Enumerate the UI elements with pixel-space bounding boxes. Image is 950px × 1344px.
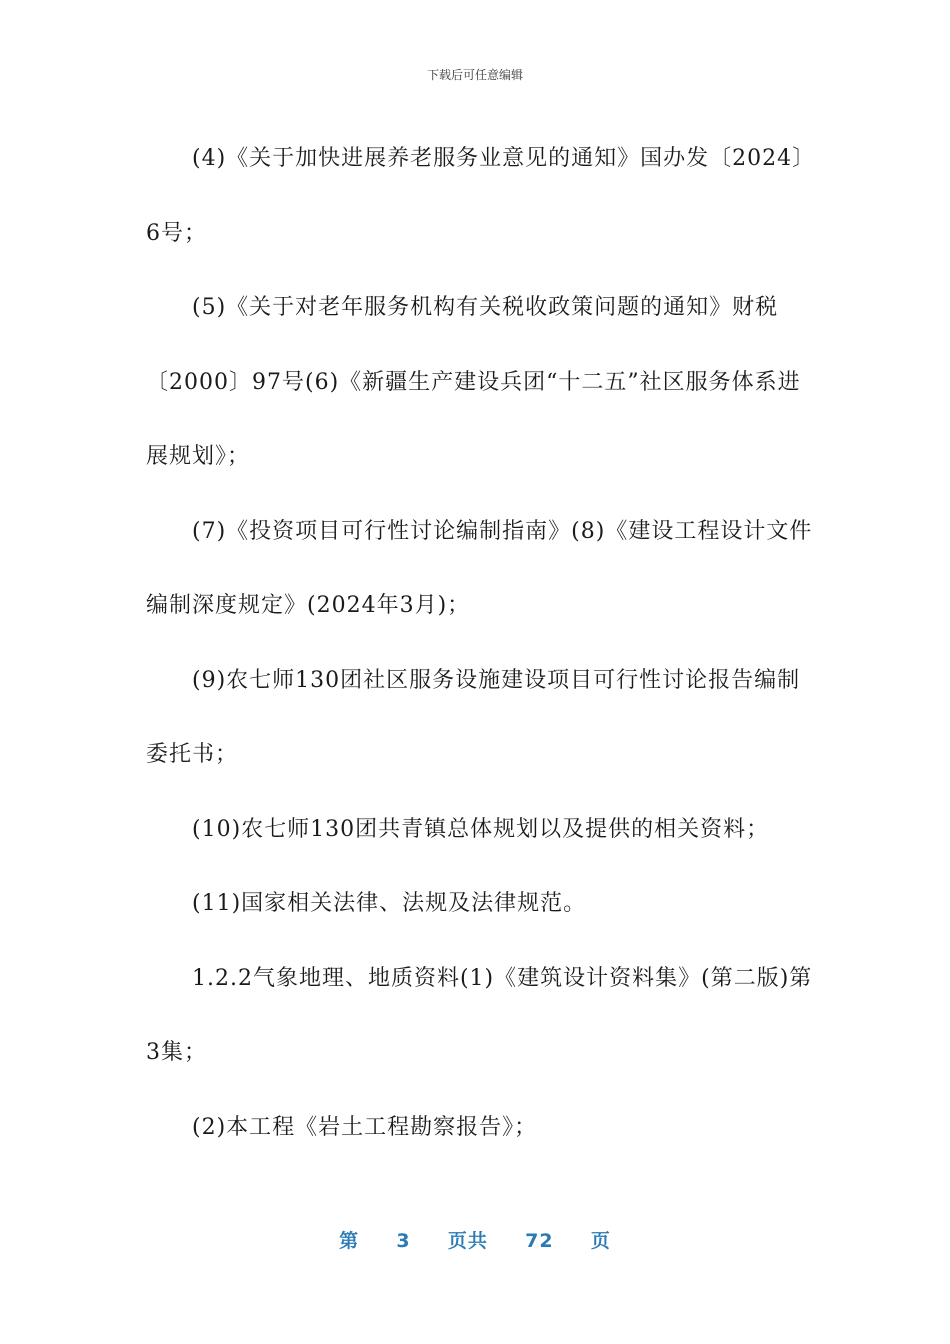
- document-body: [146, 122, 814, 1165]
- paragraph-item: (4)《关于加快进展养老服务业意见的通知》国办发〔2024〕6号；: [146, 146, 805, 246]
- paragraph-item: (11)国家相关法律、法规及法律规范。: [192, 891, 587, 916]
- page-footer: [0, 1226, 950, 1253]
- footer-page-number: 3: [396, 1230, 411, 1252]
- paragraph-item: (5)《关于对老年服务机构有关税收政策问题的通知》财税〔2000〕97号(6)《新疆生产建设兵团“十二五”社区服务体系进展规划》；: [146, 295, 801, 469]
- footer-prefix: 第: [339, 1230, 360, 1252]
- paragraph-item: 1.2.2气象地理、地质资料(1)《建筑设计资料集》(第二版)第3集；: [146, 965, 813, 1065]
- page-header: 下载后可任意编辑: [426, 68, 523, 82]
- footer-suffix: 页: [590, 1230, 611, 1252]
- paragraph-item: (10)农七师130团共青镇总体规划以及提供的相关资料；: [192, 816, 770, 842]
- footer-middle: 页共: [447, 1230, 488, 1252]
- paragraph-item: (9)农七师130团社区服务设施建设项目可行性讨论报告编制委托书；: [146, 667, 801, 767]
- footer-total-pages: 72: [525, 1230, 554, 1252]
- paragraph-item: (7)《投资项目可行性讨论编制指南》(8)《建设工程设计文件编制深度规定》(2024年3月)；: [146, 518, 813, 618]
- paragraph-item: (2)本工程《岩土工程勘察报告》；: [192, 1114, 538, 1140]
